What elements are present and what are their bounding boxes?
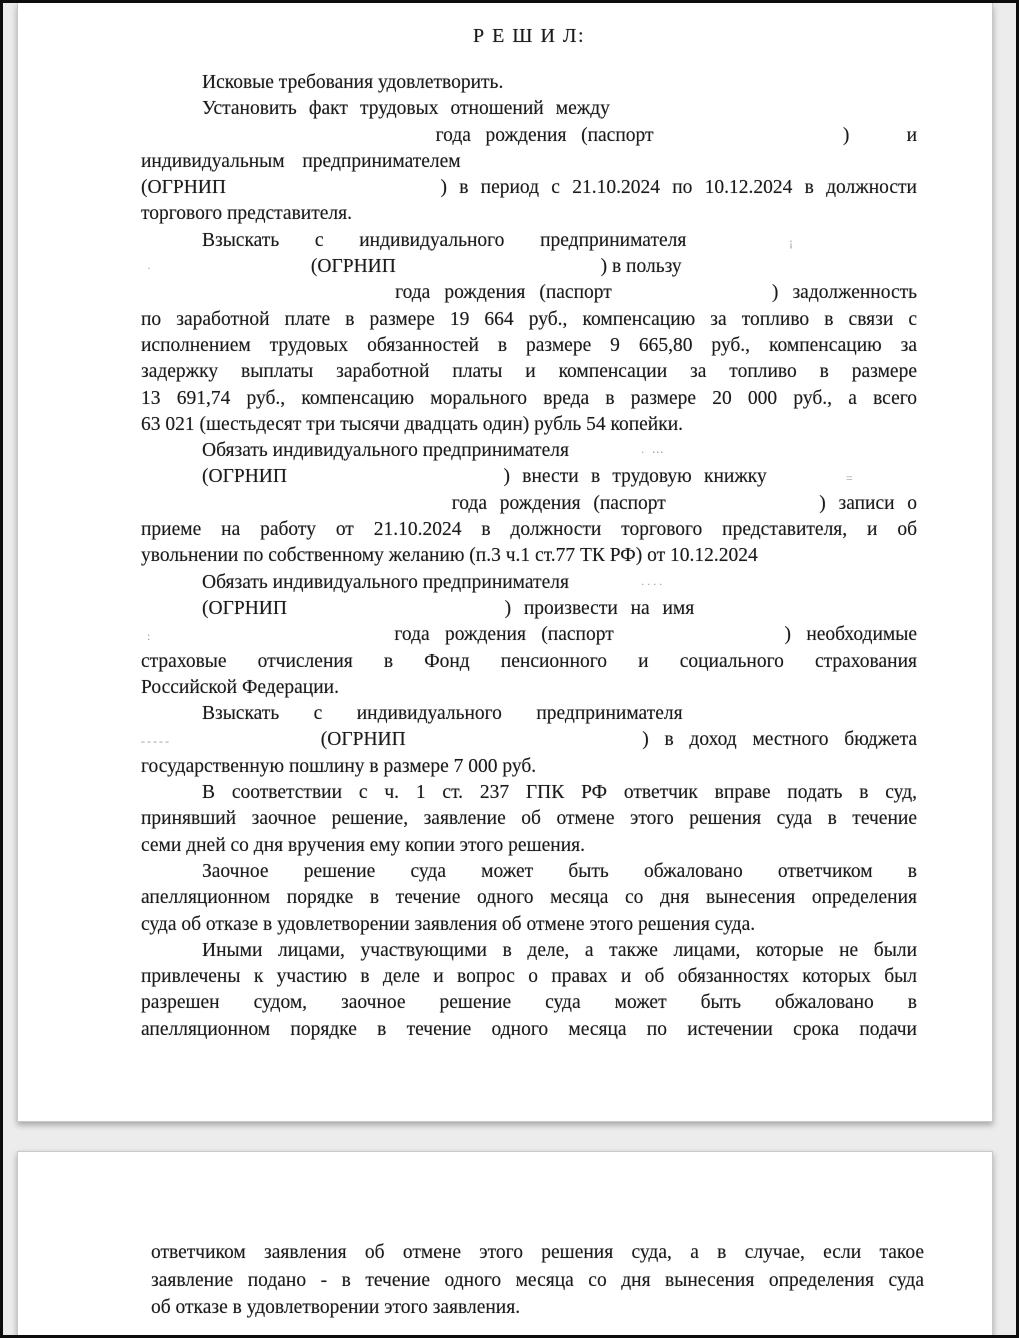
text-line: [141, 780, 917, 806]
redacted-gap: [141, 139, 421, 141]
text-segment: апелляционном порядке в течение одного месяца по истечении срока подачи: [141, 1018, 917, 1040]
text-segment: ) в доход местного бюджета: [642, 729, 918, 751]
text-segment: ) в период с 21.10.2024 по 10.12.2024 в должности: [440, 177, 917, 199]
text-line: [141, 333, 917, 359]
text-segment: (ОГРНИП: [320, 729, 406, 751]
text-segment: об отказе в удовлетворении этого заявления.: [151, 1297, 521, 1318]
text-line: [141, 517, 917, 543]
text-line: [141, 386, 917, 412]
text-segment: приеме на работу от 21.10.2024 в должности торгового представителя, и об: [141, 519, 917, 541]
text-segment: ) необходимые: [784, 624, 918, 646]
text-segment: исполнением трудовых обязанностей в размере 9 665,80 руб., компенсацию за: [141, 334, 917, 356]
text-segment: задержку выплаты заработной платы и компенсации за топливо в размере: [141, 361, 917, 383]
redacted-gap: [300, 612, 492, 614]
text-segment: предпринимателем: [302, 150, 461, 172]
text-line: [141, 149, 917, 175]
text-line: [141, 254, 917, 280]
text-segment: ): [842, 124, 850, 146]
text-line: [141, 280, 917, 306]
redacted-gap: [290, 165, 298, 167]
text-line: [141, 964, 917, 990]
page-1: [17, 3, 993, 1122]
text-segment: ) записи о: [819, 492, 918, 514]
text-line: [141, 96, 917, 122]
text-segment: Российской Федерации.: [141, 676, 339, 698]
text-line: [141, 201, 917, 227]
text-segment: года рождения (паспорт: [451, 492, 666, 514]
text-segment: Установить факт трудовых отношений между: [202, 98, 610, 120]
text-segment: Заочное решение суда может быть обжаловано ответчиком в: [202, 860, 917, 882]
page-2-text: [151, 1239, 924, 1322]
text-line: [141, 701, 917, 727]
redacted-gap: [864, 139, 892, 141]
text-line: [141, 990, 917, 1016]
text-segment: Иными лицами, участвующими в деле, а также лицами, которые не были: [202, 939, 917, 961]
text-segment: ) в пользу: [600, 256, 682, 278]
text-line: [141, 649, 917, 675]
redacted-gap: [679, 507, 807, 509]
redacted-gap: [299, 480, 491, 482]
text-segment: года рождения (паспорт: [394, 624, 614, 646]
text-segment: ) внести в трудовую книжку: [503, 466, 767, 488]
text-line: [141, 438, 917, 464]
text-segment: Взыскать с индивидуального предпринимателя: [202, 703, 683, 725]
text-segment: по заработной плате в размере 19 664 руб., компенсацию за топливо в связи с: [141, 308, 917, 330]
text-segment: торгового представителя.: [141, 203, 352, 225]
text-segment: Обязать индивидуального предпринимателя: [202, 571, 569, 593]
redaction-artifact: ¡: [789, 234, 796, 249]
redaction-artifact: ····: [640, 576, 665, 591]
text-segment: (ОГРНИП: [141, 177, 226, 199]
decision-heading: Р Е Ш И Л:: [472, 25, 586, 47]
redacted-gap: [622, 112, 917, 114]
redaction-artifact: ·: [147, 261, 153, 276]
text-line: [141, 175, 917, 201]
text-segment: привлечены к участию в деле и вопрос о правах и об обязанностях которых был: [141, 966, 917, 988]
text-line: [141, 228, 917, 254]
text-segment: (ОГРНИП: [202, 597, 287, 619]
redaction-artifact: -----: [141, 734, 171, 749]
text-line: [141, 675, 917, 701]
text-line: [151, 1267, 924, 1295]
text-segment: принявший заочное решение, заявление об отмене этого решения суда в течение: [141, 808, 917, 830]
redacted-gap: [141, 296, 381, 298]
text-segment: (ОГРНИП: [310, 256, 396, 278]
redaction-artifact: :: [147, 629, 153, 644]
redaction-artifact: =: [846, 471, 855, 486]
text-line: [141, 359, 917, 385]
text-segment: апелляционном порядке в течение одного месяца со дня вынесения определения: [141, 887, 917, 909]
text-line: [141, 307, 917, 333]
text-line: [141, 543, 917, 569]
redaction-artifact: · ⋯: [640, 445, 666, 460]
text-line: [151, 1294, 924, 1322]
text-segment: семи дней со дня вручения ему копии этого решения.: [141, 834, 585, 856]
text-segment: страховые отчисления в Фонд пенсионного и социального страхования: [141, 650, 917, 672]
redacted-gap: [629, 638, 769, 640]
text-segment: В соответствии с ч. 1 ст. 237 ГПК РФ ответчик вправе подать в суд,: [202, 782, 917, 804]
text-segment: года рождения (паспорт: [435, 124, 654, 146]
text-line: [141, 938, 917, 964]
text-line: [141, 622, 917, 648]
text-segment: Обязать индивидуального предпринимателя: [202, 440, 569, 462]
text-segment: ) произвести на имя: [504, 597, 695, 619]
text-segment: индивидуальным: [141, 150, 285, 172]
text-segment: увольнении по собственному желанию (п.3 ч.1 ст.77 ТК РФ) от 10.12.2024: [141, 545, 758, 567]
redacted-gap: [626, 296, 758, 298]
text-line: [141, 123, 917, 149]
text-segment: года рождения (паспорт: [395, 282, 612, 304]
text-segment: (ОГРНИП: [202, 466, 287, 488]
page-1-text: [141, 70, 917, 1043]
redacted-gap: [717, 717, 917, 719]
text-segment: Исковые требования удовлетворить.: [202, 72, 504, 93]
text-line: [141, 885, 917, 911]
redacted-gap: [238, 191, 428, 193]
text-segment: 63 021 (шестьдесят три тысячи двадцать один) рубль 54 копейки.: [141, 413, 684, 435]
text-segment: ответчиком заявления об отмене этого решения суда, а в случае, если такое: [151, 1242, 924, 1263]
text-line: [141, 1017, 917, 1043]
text-segment: 13 691,74 руб., компенсацию морального вреда в размере 20 000 руб., а всего: [141, 387, 917, 409]
text-line: [141, 412, 917, 438]
text-line: [141, 70, 917, 96]
text-line: [141, 833, 917, 859]
text-line: [141, 727, 917, 753]
text-segment: заявление подано - в течение одного месяца со дня вынесения определения суда: [151, 1269, 924, 1291]
text-line: [141, 491, 917, 517]
text-line: [141, 806, 917, 832]
text-line: [141, 464, 917, 490]
text-segment: разрешен судом, заочное решение суда может быть обжаловано в: [141, 992, 917, 1014]
text-segment: суда об отказе в удовлетворении заявления об отмене этого решения суда.: [141, 913, 756, 935]
redacted-gap: [668, 139, 828, 141]
text-segment: ) задолженность: [771, 282, 918, 304]
text-line: [141, 570, 917, 596]
redacted-gap: [401, 270, 596, 272]
page-2: [17, 1151, 993, 1338]
text-segment: Взыскать с индивидуального предпринимателя: [202, 229, 687, 251]
text-line: [141, 912, 917, 938]
text-line: [151, 1239, 924, 1267]
text-line: [141, 754, 917, 780]
text-line: [141, 596, 917, 622]
text-segment: государственную пошлину в размере 7 000 руб.: [141, 755, 537, 777]
text-line: [141, 859, 917, 885]
redacted-gap: [707, 612, 917, 614]
text-segment: и: [906, 124, 918, 146]
redacted-gap: [421, 743, 626, 745]
redacted-gap: [141, 507, 439, 509]
